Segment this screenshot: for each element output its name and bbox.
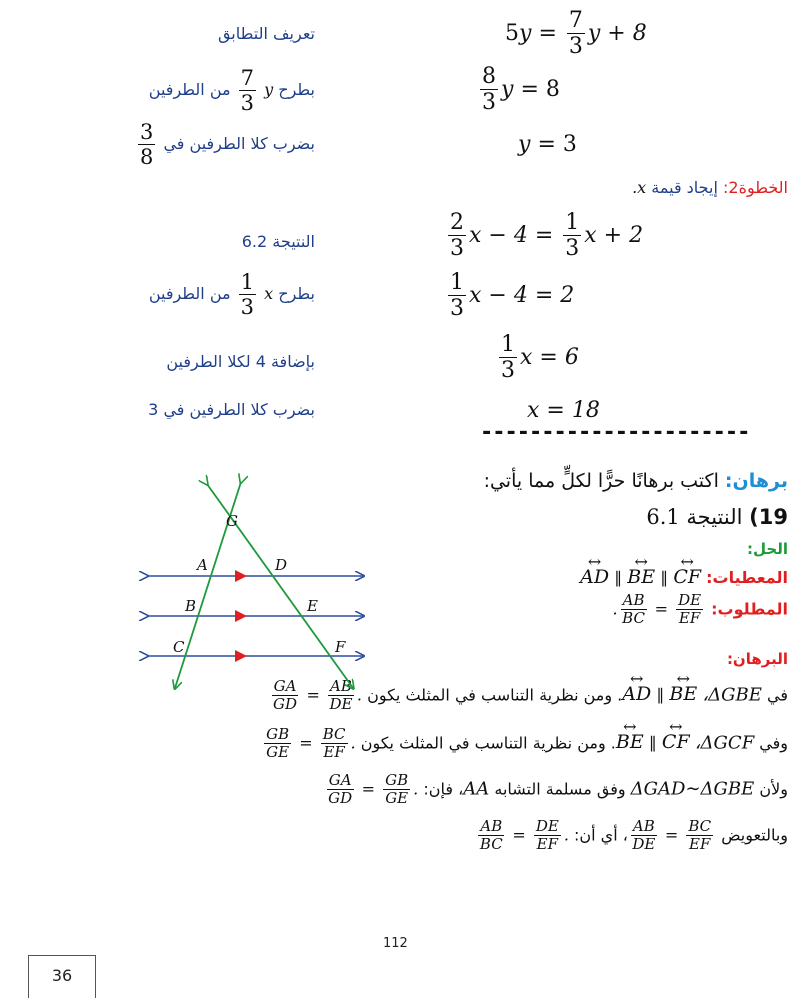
label-g: G	[226, 512, 238, 530]
proof-line-1: في ΔGBE، ↔ AD ∥ ↔ BE. ومن نظرية التناسب في المثلث يكون $\frac{GA}{GD}$ = $\frac{AB}{DE}$ .	[269, 678, 788, 714]
page-number: 112	[383, 936, 408, 951]
label-e: E	[307, 597, 318, 615]
step2-heading: الخطوة2: إيجاد قيمة x.	[632, 178, 788, 197]
proof-label: البرهان:	[726, 650, 788, 668]
parallel-lines-diagram	[135, 470, 375, 700]
proof-line-2: وفي ΔGCF، ↔ BE ∥ ↔ CF. ومن نظرية التناسب في المثلث يكون $\frac{GB}{GE}$ = $\frac{BC}{EF}$ .	[261, 726, 788, 762]
problem-title: 19) النتيجة 6.1	[646, 505, 788, 529]
label-d: D	[275, 556, 288, 574]
reason-row-1: تعريف التطابق	[217, 24, 315, 43]
given-line: المعطيات: ↔ AD ∥ ↔ BE ∥ ↔ CF	[580, 562, 788, 588]
eq2-row-4: x = 18	[527, 398, 600, 423]
page-box-number: 36	[51, 966, 73, 985]
reason-row-3: بضرب كلا الطرفين في $\frac{3}{8}$	[139, 120, 315, 170]
required-line: المطلوب: . $\frac{AB}{BC}$ = $\frac{DE}{EF}$	[612, 591, 788, 628]
label-b: B	[185, 597, 197, 615]
eq2-row-3: $\frac{1}{3}$ x = 6	[501, 332, 579, 384]
parallel-marker-1	[235, 570, 247, 582]
proof-heading: برهان: اكتب برهانًا حرًّا لكلٍّ مما يأتي:	[483, 470, 788, 492]
reason2-row-1: النتيجة 6.2	[241, 232, 315, 251]
solution-label: الحل:	[747, 540, 788, 558]
reason-row-2: بطرح y $\frac{7}{3}$ من الطرفين	[148, 66, 315, 116]
section-divider: ----------------------	[480, 420, 750, 445]
eq-row-3: y = 3	[518, 132, 577, 157]
proof-line-3: ولأن ΔGAD∼ΔGBE وفق مسلمة التشابه AA، فإن: $\frac{GA}{GD}$ = $\frac{GB}{GE}$ .	[328, 771, 788, 808]
eq-row-1: 5y = $\frac{7}{3}$ y + 8	[505, 8, 647, 60]
proof-line-4: وبالتعويض $\frac{AB}{DE}$ = $\frac{BC}{EF}$ ، أي أن: $\frac{AB}{BC}$ = $\frac{DE}{EF}$ .	[479, 817, 788, 854]
reason2-row-2: بطرح x $\frac{1}{3}$ من الطرفين	[148, 270, 315, 320]
eq-row-2: $\frac{8}{3}$ y = 8	[482, 64, 560, 116]
eq2-row-1: $\frac{2}{3}$ x − 4 = $\frac{1}{3}$ x + 2	[450, 210, 644, 262]
label-a: A	[197, 556, 208, 574]
parallel-marker-2	[235, 610, 247, 622]
reason2-row-3: بإضافة 4 لكلا الطرفين	[166, 352, 315, 371]
label-c: C	[173, 638, 185, 656]
label-f: F	[335, 638, 346, 656]
page-box	[28, 955, 96, 998]
parallel-marker-3	[235, 650, 247, 662]
eq2-row-2: $\frac{1}{3}$ x − 4 = 2	[450, 270, 575, 322]
reason2-row-4: بضرب كلا الطرفين في 3	[148, 400, 315, 419]
